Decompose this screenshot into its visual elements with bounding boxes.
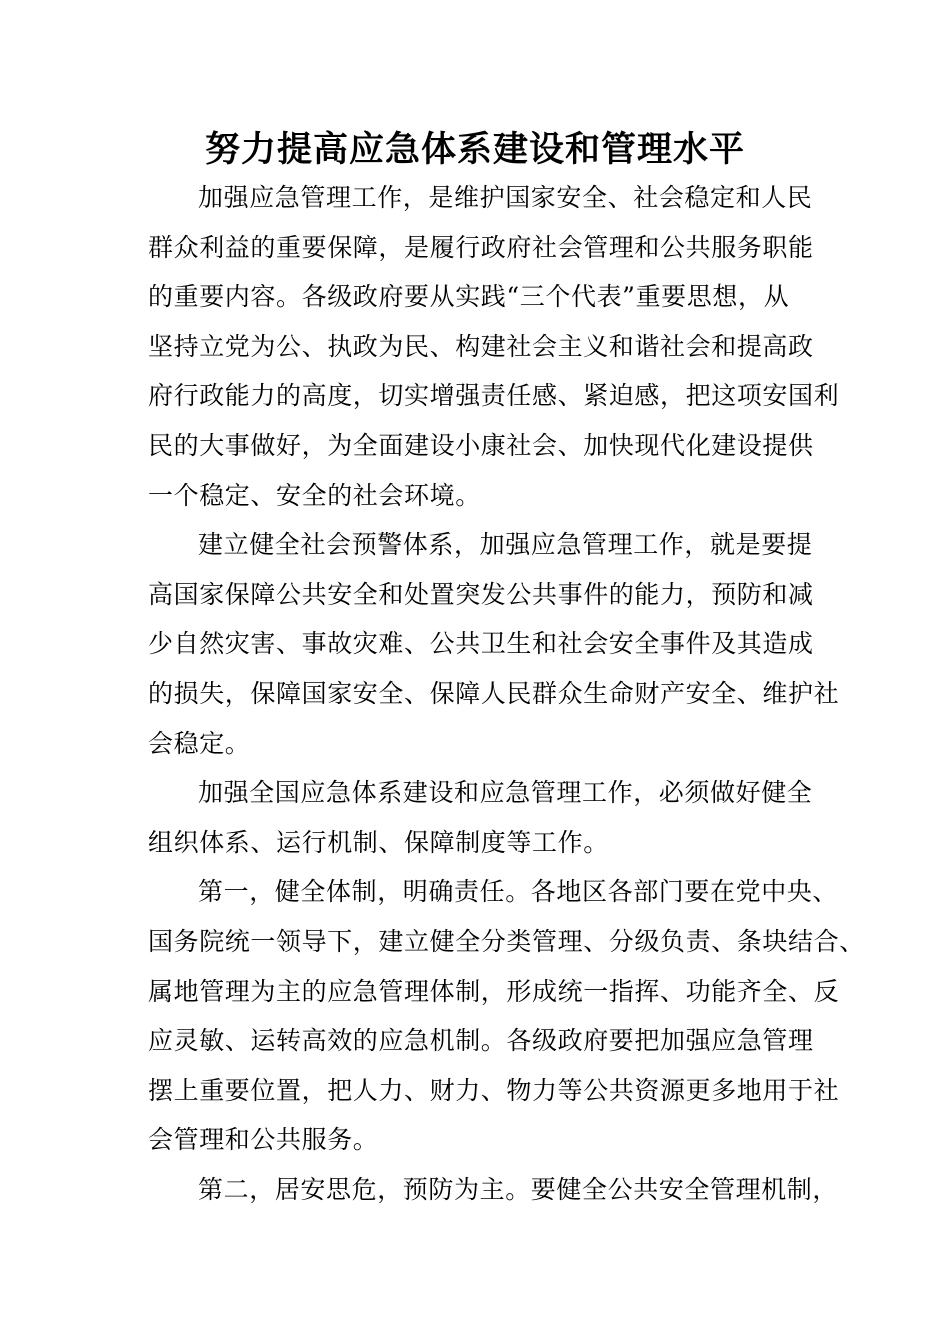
paragraph-3 (148, 768, 838, 867)
text-line: 群众利益的重要保障，是履行政府社会管理和公共服务职能 (148, 232, 814, 262)
text-line: 加强全国应急体系建设和应急管理工作，必须做好健全 (198, 778, 813, 808)
text-line: 坚持立党为公、执政为民、构建社会主义和谐社会和提高政 (148, 331, 814, 361)
paragraph-4 (148, 867, 865, 1165)
text-line: 组织体系、运行机制、保障制度等工作。 (148, 827, 609, 857)
text-line: 第一，健全体制，明确责任。各地区各部门要在党中央、 (198, 877, 839, 907)
document-title: 努力提高应急体系建设和管理水平 (204, 129, 745, 170)
text-line: 的损失，保障国家安全、保障人民群众生命财产安全、维护社 (148, 678, 840, 708)
text-line: 国务院统一领导下，建立健全分类管理、分级负责、条块结合、 (148, 926, 865, 956)
text-line: 高国家保障公共安全和处置突发公共事件的能力，预防和减 (148, 579, 814, 609)
paragraph-1 (148, 173, 838, 520)
paragraph-5 (148, 1165, 838, 1215)
document-body (148, 173, 865, 1214)
text-line: 民的大事做好，为全面建设小康社会、加快现代化建设提供 (148, 430, 814, 460)
text-line: 加强应急管理工作，是维护国家安全、社会稳定和人民 (198, 183, 813, 212)
text-line: 会管理和公共服务。 (148, 1125, 379, 1155)
text-line: 一个稳定、安全的社会环境。 (148, 480, 481, 510)
text-line: 属地管理为主的应急管理体制，形成统一指挥、功能齐全、反 (148, 976, 840, 1006)
text-line: 建立健全社会预警体系，加强应急管理工作，就是要提 (198, 530, 813, 560)
text-line: 的重要内容。各级政府要从实践“三个代表”重要思想，从 (148, 282, 790, 312)
text-line: 府行政能力的高度，切实增强责任感、紧迫感，把这项安国利 (148, 381, 840, 411)
text-line: 应灵敏、运转高效的应急机制。各级政府要把加强应急管理 (148, 1026, 814, 1056)
text-line: 会稳定。 (148, 728, 251, 758)
text-line: 第二，居安思危，预防为主。要健全公共安全管理机制， (198, 1174, 839, 1204)
paragraph-2 (148, 520, 838, 768)
text-line: 摆上重要位置，把人力、财力、物力等公共资源更多地用于社 (148, 1075, 840, 1105)
text-line: 少自然灾害、事故灾难、公共卫生和社会安全事件及其造成 (148, 629, 814, 659)
